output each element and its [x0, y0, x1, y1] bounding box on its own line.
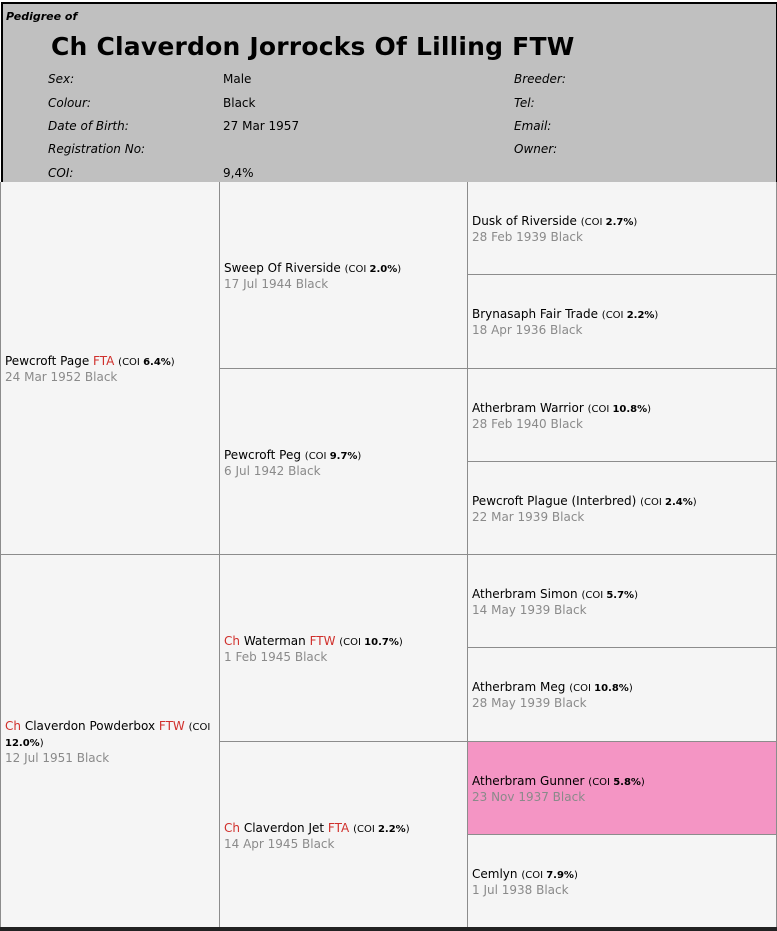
coi-suffix: ) — [633, 217, 638, 228]
coi-prefix: (COI — [588, 777, 614, 788]
dam-entry[interactable] — [5, 719, 215, 766]
coi-value: 12.0% — [5, 738, 40, 749]
dog-coi — [339, 637, 403, 648]
pedigree-grid — [0, 182, 777, 931]
dog-birth-colour: 6 Jul 1942 Black — [224, 464, 321, 478]
coi-value: 5.8% — [613, 777, 641, 788]
dog-name: Pewcroft Plague (Interbred) — [472, 494, 637, 508]
coi-value: 2.7% — [605, 217, 634, 228]
ggp-cell-3 — [468, 369, 777, 462]
dog-birth-colour: 1 Jul 1938 Black — [472, 883, 569, 897]
dog-coi — [640, 497, 697, 508]
dog-name: Brynasaph Fair Trade — [472, 307, 598, 321]
dog-coi — [581, 217, 638, 228]
dog-birth-colour: 24 Mar 1952 Black — [5, 370, 118, 384]
dog-name: Atherbram Simon — [472, 587, 578, 601]
sire-dam-cell — [220, 369, 468, 555]
ggp-cell-5 — [468, 555, 777, 648]
dog-name: Atherbram Meg — [472, 680, 566, 694]
coi-value: 2.0% — [369, 264, 398, 275]
coi-prefix: (COI — [521, 870, 547, 881]
email-label: Email: — [514, 119, 552, 133]
coi-suffix: ) — [397, 264, 402, 275]
dog-name: Waterman — [243, 634, 306, 648]
ggp-entry-7[interactable] — [472, 774, 645, 805]
dog-coi — [345, 264, 402, 275]
ggp-entry-4[interactable] — [472, 494, 697, 525]
dog-title-prefix: Ch — [5, 719, 21, 733]
coi-value: 10.8% — [612, 404, 648, 415]
dam-sire-entry[interactable] — [224, 634, 403, 665]
coi-prefix: (COI — [118, 357, 144, 368]
coi-value: 6.4% — [143, 357, 171, 368]
dog-coi — [118, 357, 175, 368]
dog-coi — [353, 824, 410, 835]
dam-dam-cell — [220, 742, 468, 928]
ggp-cell-6 — [468, 648, 777, 742]
coi-suffix: ) — [39, 738, 44, 749]
coi-suffix: ) — [405, 824, 410, 835]
coi-suffix: ) — [640, 777, 645, 788]
coi-prefix: (COI — [587, 404, 613, 415]
ggp-entry-6[interactable] — [472, 680, 633, 711]
coi-value: 2.4% — [665, 497, 693, 508]
coi-suffix: ) — [170, 357, 175, 368]
ggp-cell-8 — [468, 835, 777, 928]
dog-coi — [581, 590, 638, 601]
coi-suffix: ) — [654, 310, 659, 321]
dog-title-suffix: FTA — [93, 354, 115, 368]
coi-value: 2.2% — [377, 824, 406, 835]
coi-value: 5.7% — [606, 590, 635, 601]
dog-coi — [521, 870, 578, 881]
dog-coi — [588, 777, 645, 788]
sire-sire-entry[interactable] — [224, 261, 401, 292]
dog-coi — [588, 404, 652, 415]
dog-title: Ch Claverdon Jorrocks Of Lilling FTW — [51, 32, 575, 61]
dog-birth-colour: 1 Feb 1945 Black — [224, 650, 328, 664]
bottom-border — [0, 927, 777, 931]
dog-name: Atherbram Gunner — [472, 774, 585, 788]
ggp-entry-1[interactable] — [472, 214, 637, 245]
dam-dam-entry[interactable] — [224, 821, 410, 852]
dob-label: Date of Birth: — [48, 119, 129, 133]
ggp-cell-7-highlighted — [468, 742, 777, 835]
dog-coi — [305, 451, 362, 462]
coi-prefix: (COI — [353, 824, 378, 835]
coi-suffix: ) — [634, 590, 638, 601]
dog-birth-colour: 18 Apr 1936 Black — [472, 323, 583, 337]
dog-name: Atherbram Warrior — [472, 401, 584, 415]
coi-prefix: (COI — [601, 310, 627, 321]
colour-label: Colour: — [48, 96, 91, 110]
ggp-entry-8[interactable] — [472, 867, 578, 898]
coi-prefix: (COI — [304, 451, 330, 462]
coi-prefix: (COI — [580, 217, 606, 228]
dam-sire-cell — [220, 555, 468, 742]
dog-title-prefix: Ch — [224, 821, 240, 835]
coi-value: 9.7% — [329, 451, 358, 462]
sex-value: Male — [223, 72, 252, 86]
dog-coi — [602, 310, 659, 321]
coi-prefix: (COI — [640, 497, 666, 508]
ggp-entry-5[interactable] — [472, 587, 638, 618]
coi-value: 7.9% — [546, 870, 574, 881]
sire-dam-entry[interactable] — [224, 448, 361, 479]
dog-coi — [569, 683, 633, 694]
coi-suffix: ) — [628, 683, 633, 694]
dog-birth-colour: 28 May 1939 Black — [472, 696, 587, 710]
sire-sire-cell — [220, 182, 468, 369]
dog-birth-colour: 23 Nov 1937 Black — [472, 790, 586, 804]
ggp-cell-2 — [468, 275, 777, 369]
ggp-entry-3[interactable] — [472, 401, 651, 432]
dog-name: Claverdon Powderbox — [24, 719, 156, 733]
dog-title-suffix: FTA — [327, 821, 350, 835]
dob-value: 27 Mar 1957 — [223, 119, 300, 133]
coi-prefix: (COI — [581, 590, 607, 601]
ggp-cell-4 — [468, 462, 777, 555]
owner-label: Owner: — [514, 142, 558, 156]
coi-suffix: ) — [357, 451, 362, 462]
sire-cell — [0, 182, 220, 555]
dog-birth-colour: 28 Feb 1940 Black — [472, 417, 583, 431]
dog-name: Cemlyn — [472, 867, 518, 881]
ggp-entry-2[interactable] — [472, 307, 658, 338]
dog-title-suffix: FTW — [309, 634, 336, 648]
coi-suffix: ) — [573, 870, 578, 881]
coi-label: COI: — [48, 166, 74, 180]
dam-cell — [0, 555, 220, 928]
coi-value: 2.2% — [626, 310, 655, 321]
dog-birth-colour: 12 Jul 1951 Black — [5, 751, 110, 765]
pedigree-of-label: Pedigree of — [6, 10, 78, 23]
dog-name: Claverdon Jet — [243, 821, 325, 835]
registration-label: Registration No: — [48, 142, 146, 156]
dog-name: Sweep Of Riverside — [224, 261, 341, 275]
sex-label: Sex: — [48, 72, 75, 86]
coi-prefix: (COI — [569, 683, 595, 694]
coi-value: 10.8% — [594, 683, 629, 694]
tel-label: Tel: — [514, 96, 535, 110]
coi-suffix: ) — [692, 497, 697, 508]
breeder-label: Breeder: — [514, 72, 566, 86]
coi-prefix: (COI — [344, 264, 370, 275]
dog-birth-colour: 28 Feb 1939 Black — [472, 230, 583, 244]
dog-birth-colour: 14 May 1939 Black — [472, 603, 587, 617]
coi-value: 10.7% — [364, 637, 399, 648]
coi-value: 9,4% — [223, 166, 254, 180]
coi-suffix: ) — [398, 637, 403, 648]
dog-name: Pewcroft Peg — [224, 448, 301, 462]
coi-prefix: (COI — [339, 637, 365, 648]
sire-entry[interactable] — [5, 354, 175, 385]
pedigree-header — [1, 2, 777, 184]
coi-prefix: (COI — [188, 722, 211, 733]
dog-title-prefix: Ch — [224, 634, 240, 648]
dog-name: Pewcroft Page — [5, 354, 90, 368]
dog-title-suffix: FTW — [158, 719, 185, 733]
dog-birth-colour: 14 Apr 1945 Black — [224, 837, 335, 851]
dog-birth-colour: 17 Jul 1944 Black — [224, 277, 329, 291]
dog-name: Dusk of Riverside — [472, 214, 577, 228]
dog-birth-colour: 22 Mar 1939 Black — [472, 510, 585, 524]
coi-suffix: ) — [647, 404, 652, 415]
colour-value: Black — [223, 96, 256, 110]
ggp-cell-1 — [468, 182, 777, 275]
